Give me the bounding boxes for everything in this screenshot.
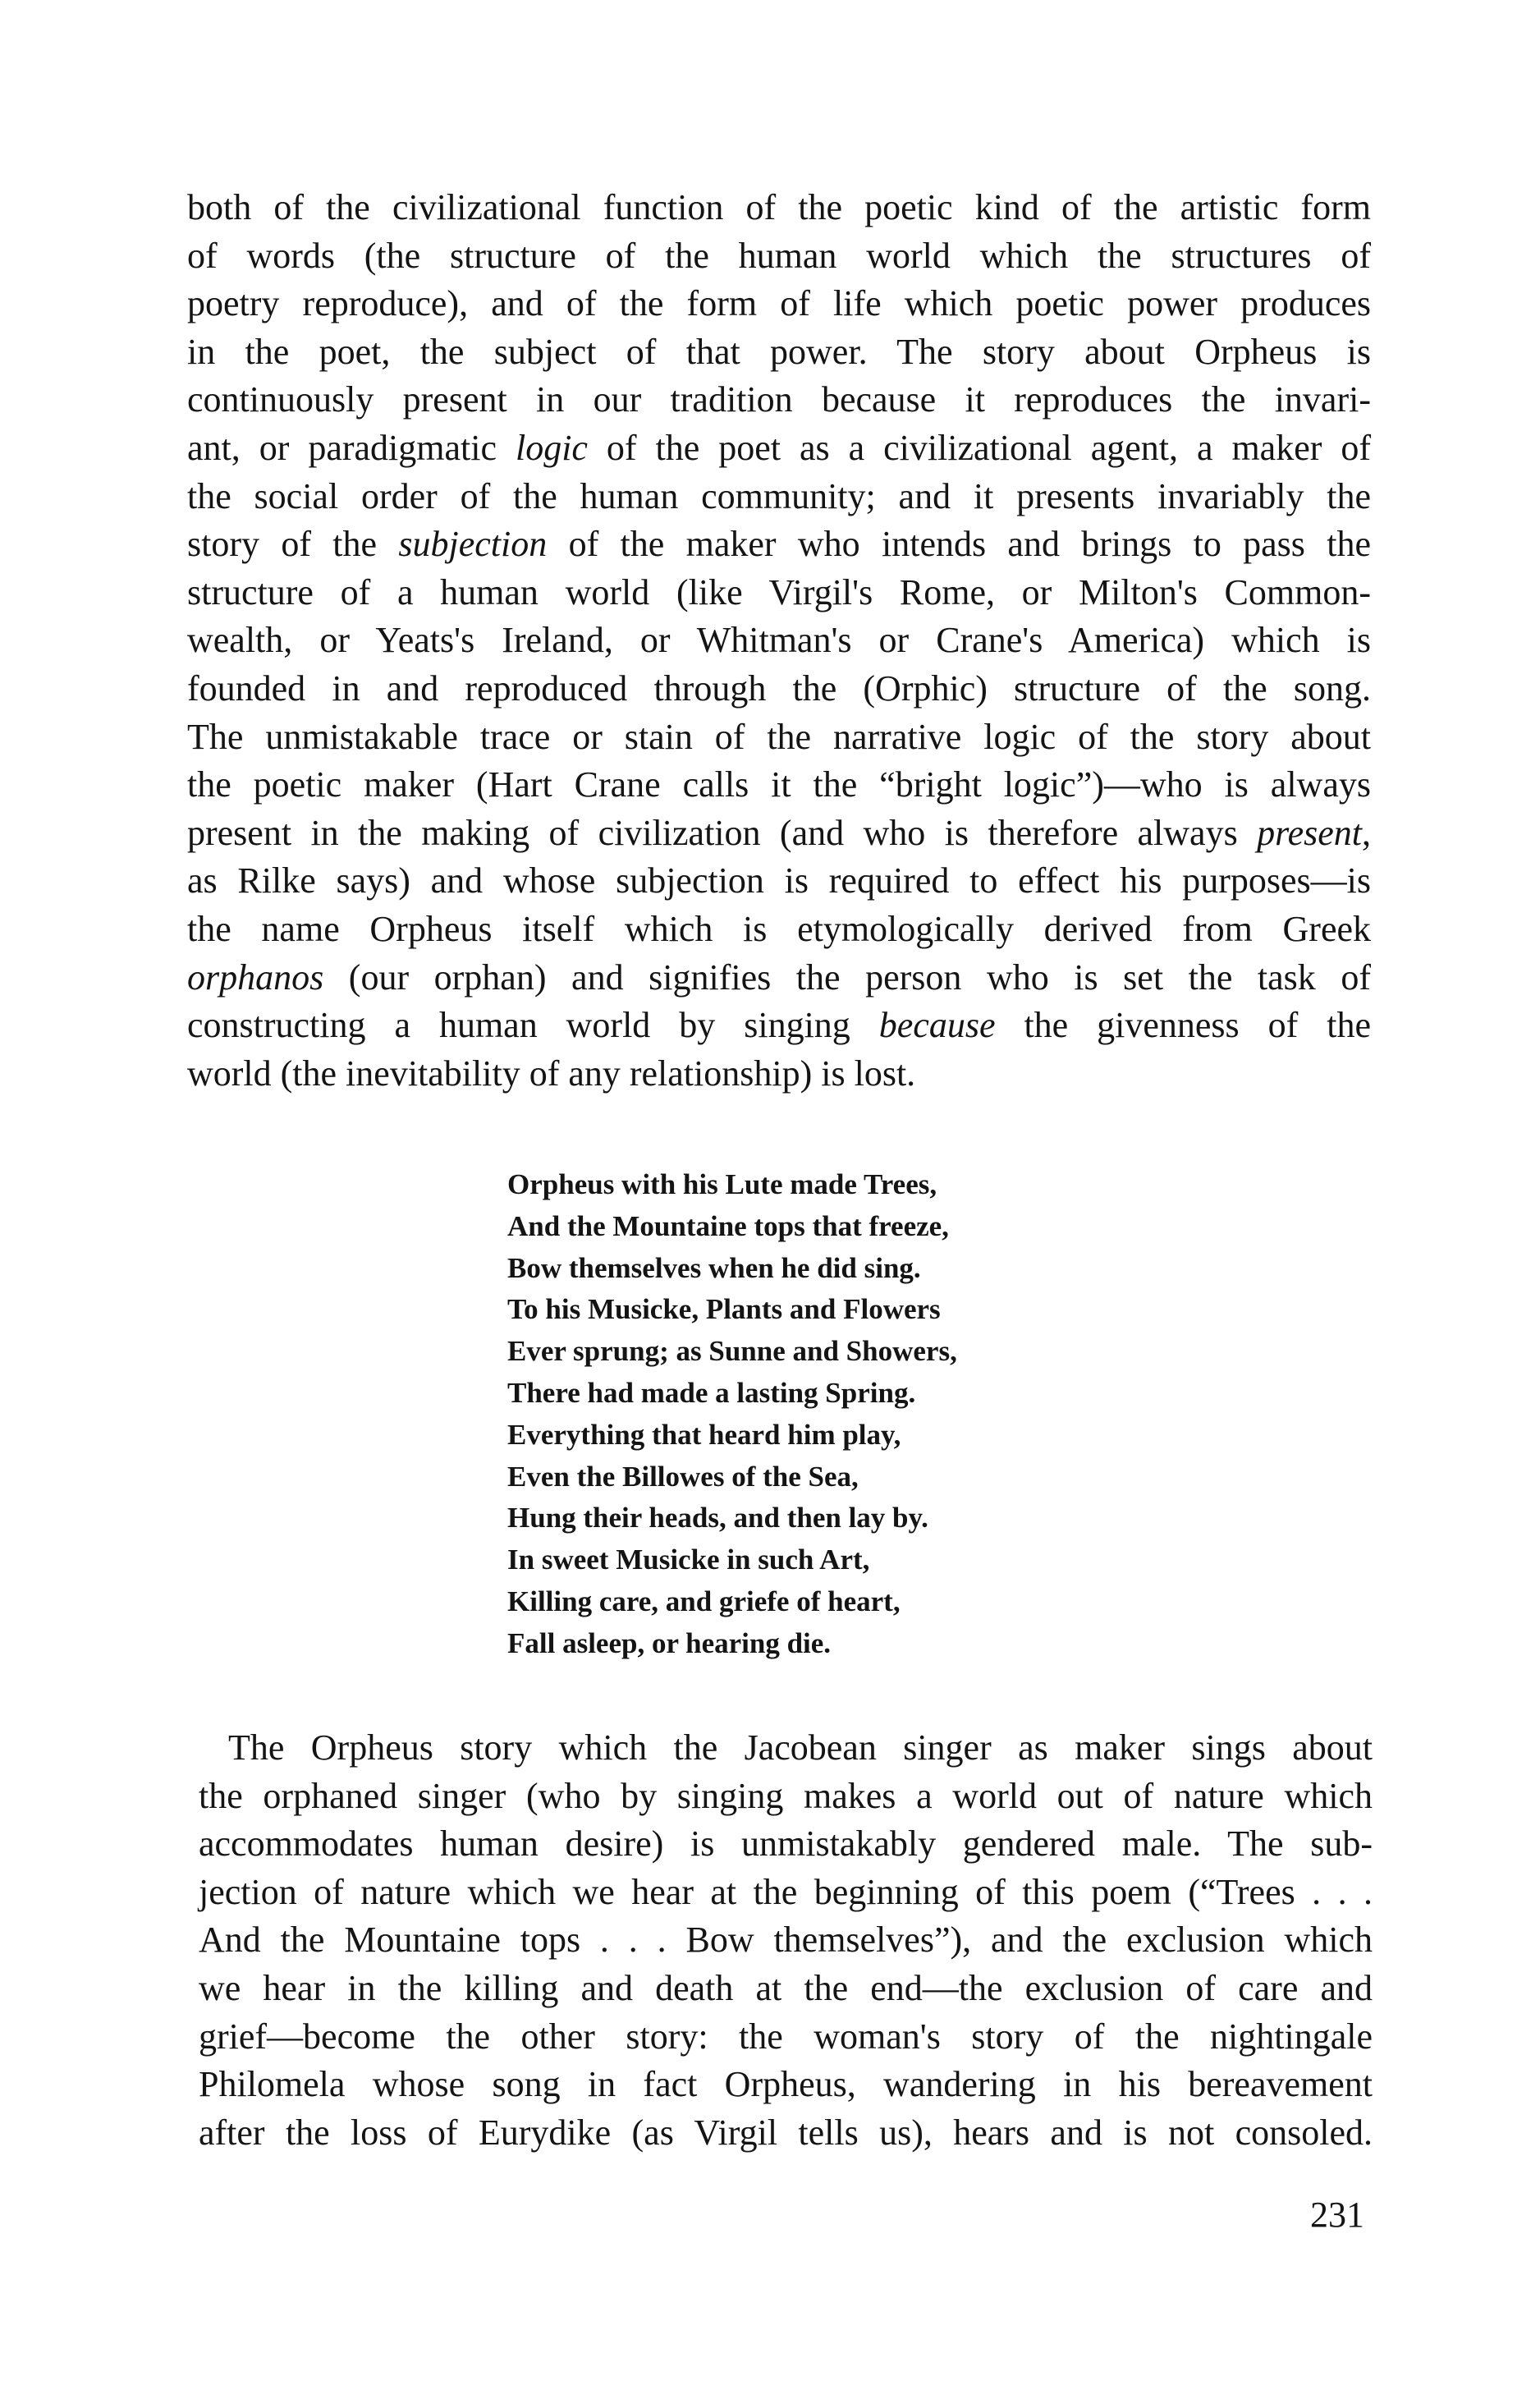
verse-line: There had made a lasting Spring. <box>507 1376 916 1409</box>
paragraph-1 <box>187 184 1371 1098</box>
prose-line: grief—become the other story: the woman's story of the nightingale <box>199 2016 1373 2057</box>
prose-line: constructing a human world by singing because the givenness of the <box>187 1005 1371 1046</box>
italic-because: because <box>878 1005 996 1046</box>
verse-line: Bow themselves when he did sing. <box>507 1251 921 1284</box>
prose-line: accommodates human desire) is unmistakably gendered male. The sub- <box>199 1823 1373 1865</box>
page-number: 231 <box>1310 2195 1364 2235</box>
verse-line: In sweet Musicke in such Art, <box>507 1544 870 1576</box>
prose-line: The Orpheus story which the Jacobean singer as maker sings about <box>228 1727 1373 1768</box>
prose-line: continuously present in our tradition because it reproduces the invari- <box>187 379 1371 420</box>
prose-line: the poetic maker (Hart Crane calls it the “bright logic”)—who is always <box>187 764 1371 805</box>
verse-line: And the Mountaine tops that freeze, <box>507 1209 949 1242</box>
verse-line: Everything that heard him play, <box>507 1418 901 1451</box>
prose-line: founded in and reproduced through the (Orphic) structure of the song. <box>187 667 1371 709</box>
verse-line: Hung their heads, and then lay by. <box>507 1502 928 1534</box>
verse-quotation <box>507 1164 1164 1665</box>
prose-line: And the Mountaine tops . . . Bow themselves”), and the exclusion which <box>199 1920 1373 1961</box>
prose-line: the name Orpheus itself which is etymologically derived from Greek <box>187 908 1371 949</box>
prose-line: poetry reproduce), and of the form of life which poetic power produces <box>187 283 1371 324</box>
prose-line: structure of a human world (like Virgil's Rome, or Milton's Common- <box>187 571 1371 612</box>
prose-line: as Rilke says) and whose subjection is required to effect his purposes—is <box>187 860 1371 901</box>
prose-line: the social order of the human community; and it presents invariably the <box>187 475 1371 516</box>
prose-line: we hear in the killing and death at the end—the exclusion of care and <box>199 1967 1373 2008</box>
prose-line: of words (the structure of the human world which the structures of <box>187 235 1371 276</box>
prose-line: Philomela whose song in fact Orpheus, wandering in his bereavement <box>199 2064 1373 2105</box>
prose-line: both of the civilizational function of the poetic kind of the artistic form <box>187 187 1371 227</box>
prose-line: the orphaned singer (who by singing makes a world out of nature which <box>199 1775 1373 1816</box>
italic-logic: logic <box>515 427 588 468</box>
italic-present: present <box>1257 812 1362 853</box>
prose-line: The unmistakable trace or stain of the narrative logic of the story about <box>187 716 1371 757</box>
italic-subjection: subjection <box>398 524 548 565</box>
verse-line: Killing care, and griefe of heart, <box>507 1585 901 1617</box>
prose-line: story of the subjection of the maker who intends and brings to pass the <box>187 524 1371 565</box>
prose-line: jection of nature which we hear at the beginning of this poem (“Trees . . . <box>199 1871 1373 1912</box>
prose-line: ant, or paradigmatic logic of the poet as a civilizational agent, a maker of <box>187 427 1372 468</box>
verse-line: Orpheus with his Lute made Trees, <box>507 1168 937 1200</box>
prose-line: world (the inevitability of any relationship) is lost. <box>187 1053 916 1094</box>
prose-line: orphanos (our orphan) and signifies the person who is set the task of <box>187 956 1371 998</box>
verse-line: Even the Billowes of the Sea, <box>507 1460 859 1493</box>
prose-line: present in the making of civilization (and who is therefore always present, <box>187 812 1371 853</box>
verse-line: To his Musicke, Plants and Flowers <box>507 1293 941 1326</box>
paragraph-2 <box>199 1724 1373 2157</box>
prose-line: in the poet, the subject of that power. The story about Orpheus is <box>187 331 1371 372</box>
verse-line: Ever sprung; as Sunne and Showers, <box>507 1335 957 1368</box>
italic-orphanos: orphanos <box>187 956 324 998</box>
verse-line: Fall asleep, or hearing die. <box>507 1626 832 1659</box>
prose-line: wealth, or Yeats's Ireland, or Whitman's or Crane's America) which is <box>187 620 1371 661</box>
prose-line: after the loss of Eurydike (as Virgil tells us), hears and is not consoled. <box>199 2112 1373 2153</box>
